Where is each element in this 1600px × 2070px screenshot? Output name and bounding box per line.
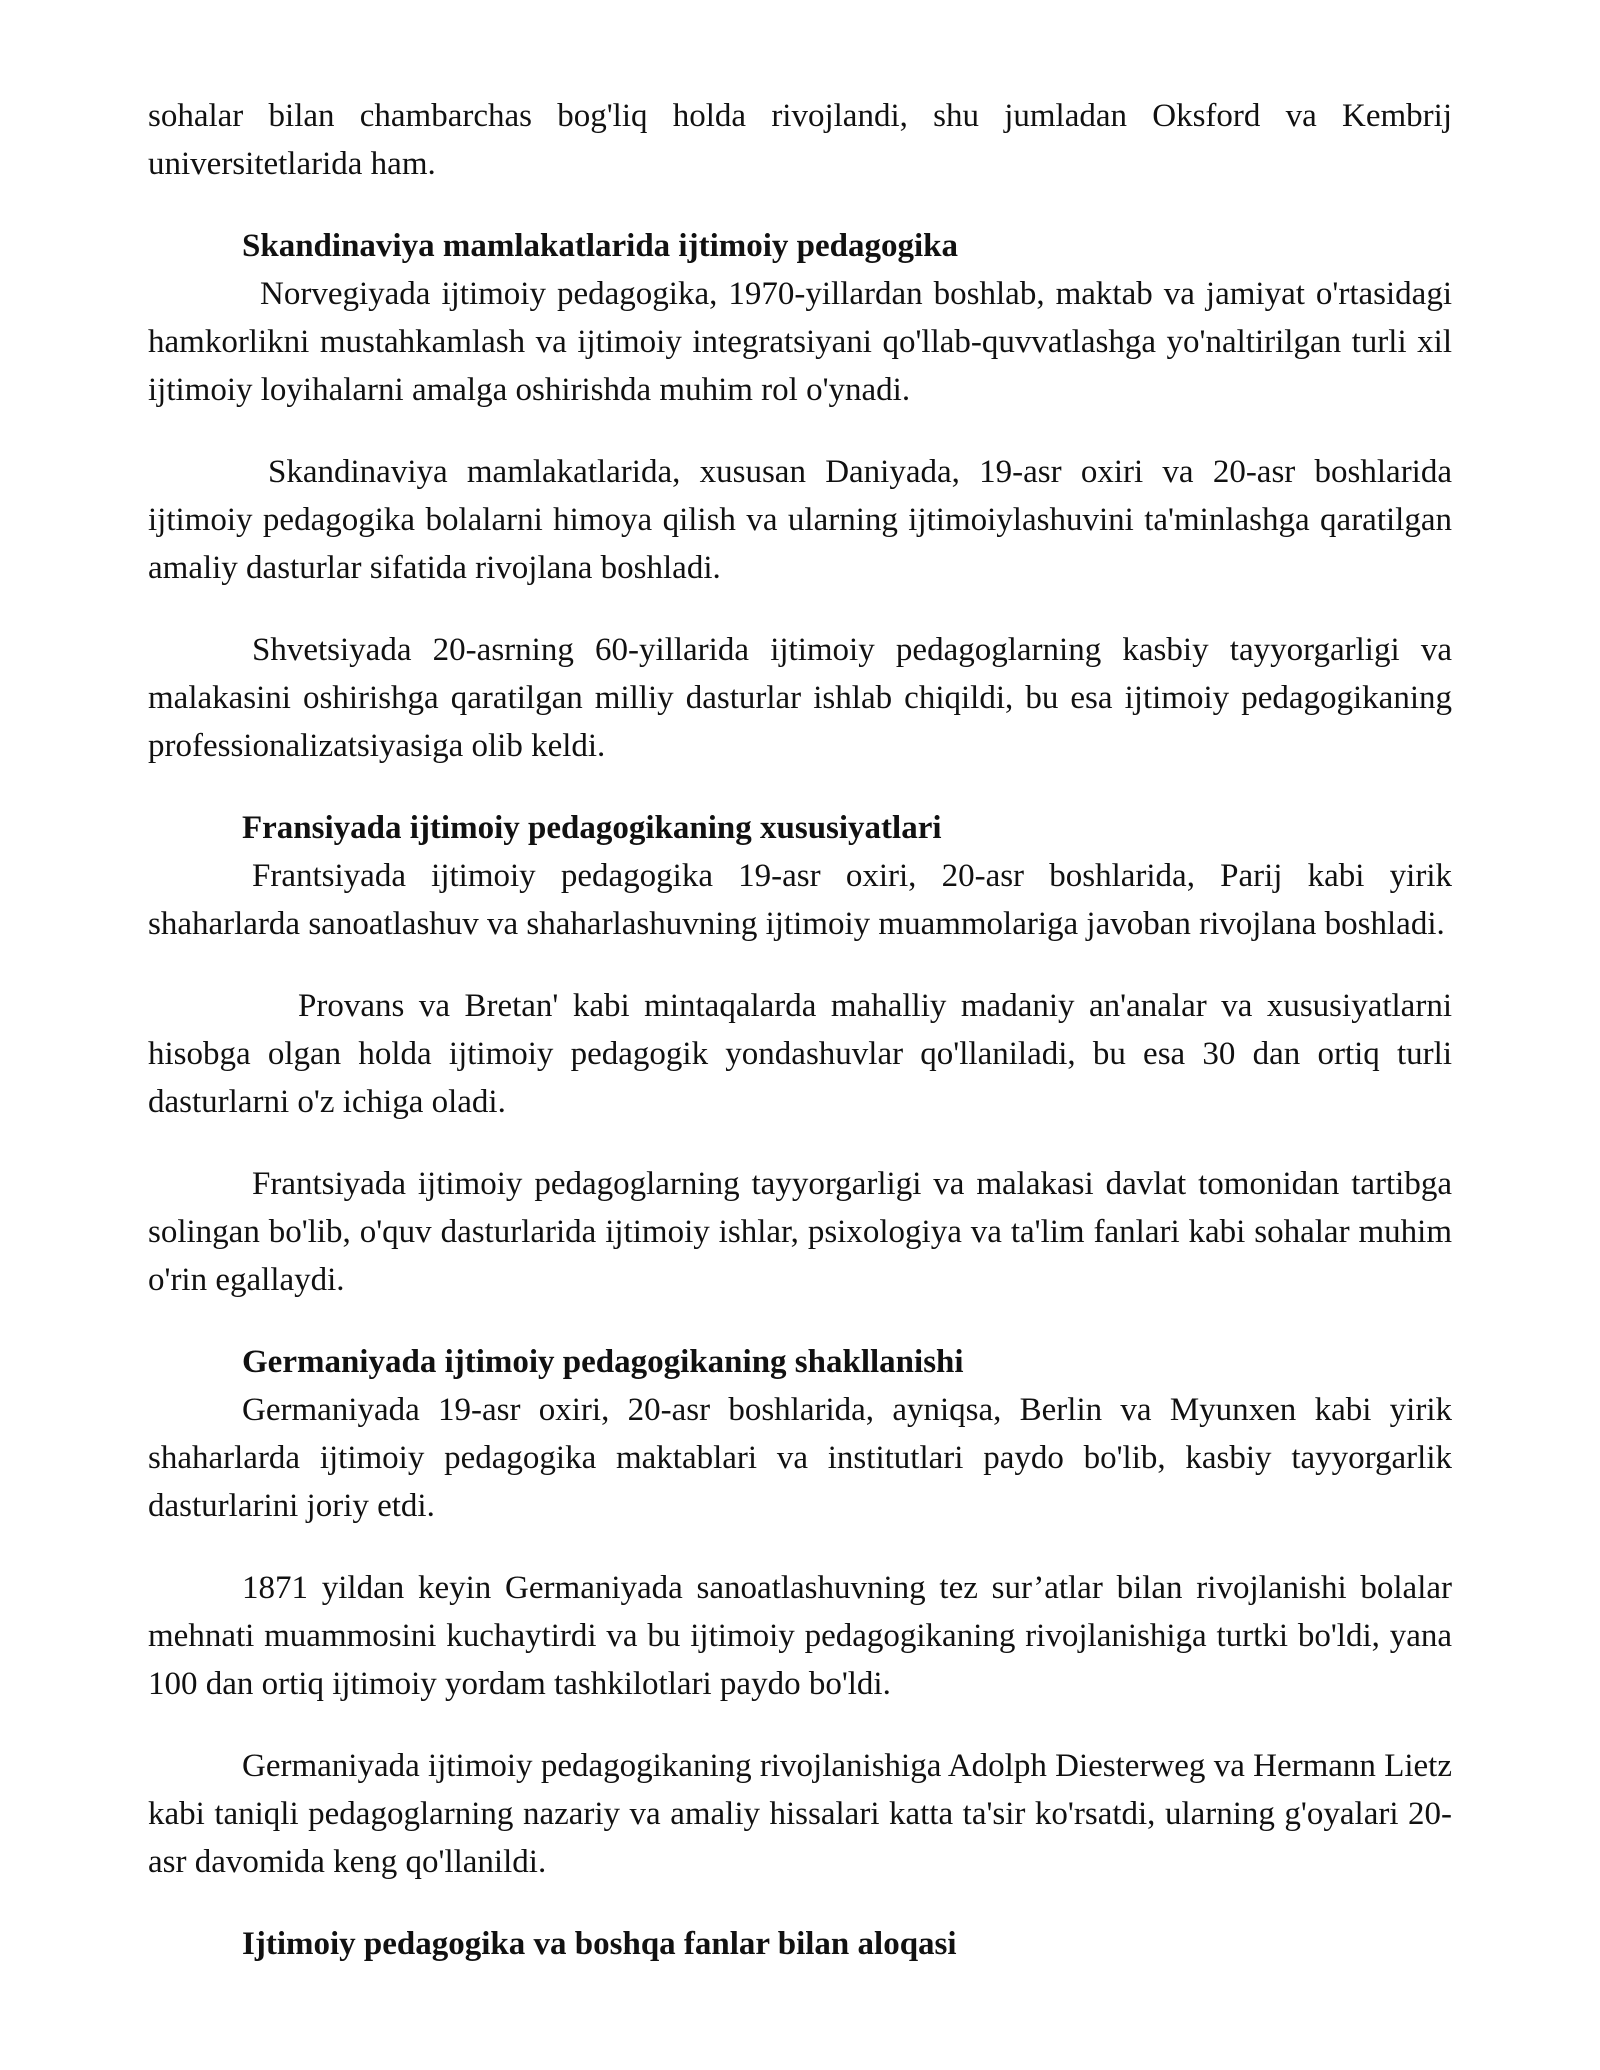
paragraph-france-regions: Provans va Bretan' kabi mintaqalarda mahalliy madaniy an'analar va xususiyatlarni hisobga olgan holda ijtimoiy pedagogik yondashuvlar qo'llaniladi, bu esa 30 dan ortiq turli dasturlarni o'z ichiga oladi. [148,988,1452,1120]
paragraph-intro-continuation: sohalar bilan chambarchas bog'liq holda rivojlandi, shu jumladan Oksford va Kembrij universitetlarida ham. [148,98,1452,182]
paragraph-gap [148,1886,1452,1920]
section-heading-scandinavia: Skandinaviya mamlakatlarida ijtimoiy pedagogika [242,228,959,264]
paragraph-france-training: Frantsiyada ijtimoiy pedagoglarning tayyorgarligi va malakasi davlat tomonidan tartibga solingan bo'lib, o'quv dasturlarida ijtimoiy ishlar, psixologiya va ta'lim fanlari kabi sohalar muhim o'rin egallaydi. [148,1166,1452,1298]
paragraph-germany-industrialization: 1871 yildan keyin Germaniyada sanoatlashuvning tez sur’atlar bilan rivojlanishi bolalar mehnati muammosini kuchaytirdi va bu ijtimoiy pedagogikaning rivojlanishiga turtki bo'ldi, yana 100 dan ortiq ijtimoiy yordam tashkilotlari paydo bo'ldi. [148,1570,1452,1702]
paragraph-france-origins: Frantsiyada ijtimoiy pedagogika 19-asr oxiri, 20-asr boshlarida, Parij kabi yirik shaharlarda sanoatlashuv va shaharlashuvning ijtimoiy muammolariga javoban rivojlana boshladi. [148,858,1452,942]
paragraph-gap [148,592,1452,626]
document-page [148,92,1452,1968]
paragraph-gap [148,770,1452,804]
paragraph-gap [148,1530,1452,1564]
section-heading-france: Fransiyada ijtimoiy pedagogikaning xususiyatlari [242,810,942,846]
section-heading-related-sciences: Ijtimoiy pedagogika va boshqa fanlar bilan aloqasi [242,1926,957,1962]
paragraph-gap [148,414,1452,448]
paragraph-norway: Norvegiyada ijtimoiy pedagogika, 1970-yillardan boshlab, maktab va jamiyat o'rtasidagi hamkorlikni mustahkamlash va ijtimoiy integratsiyani qo'llab-quvvatlashga yo'naltirilgan turli xil ijtimoiy loyihalarni amalga oshirishda muhim rol o'ynadi. [148,276,1452,408]
paragraph-sweden: Shvetsiyada 20-asrning 60-yillarida ijtimoiy pedagoglarning kasbiy tayyorgarligi va malakasini oshirishga qaratilgan milliy dasturlar ishlab chiqildi, bu esa ijtimoiy pedagogikaning professionalizatsiyasiga olib keldi. [148,632,1452,764]
paragraph-germany-pedagogues: Germaniyada ijtimoiy pedagogikaning rivojlanishiga Adolph Diesterweg va Hermann Lietz kabi taniqli pedagoglarning nazariy va amaliy hissalari katta ta'sir ko'rsatdi, ularning g'oyalari 20-asr davomida keng qo'llanildi. [148,1748,1452,1880]
paragraph-denmark: Skandinaviya mamlakatlarida, xususan Daniyada, 19-asr oxiri va 20-asr boshlarida ijtimoiy pedagogika bolalarni himoya qilish va ularning ijtimoiylashuvini ta'minlashga qaratilgan amaliy dasturlar sifatida rivojlana boshladi. [148,454,1452,586]
section-heading-germany: Germaniyada ijtimoiy pedagogikaning shakllanishi [242,1344,964,1380]
paragraph-germany-schools: Germaniyada 19-asr oxiri, 20-asr boshlarida, ayniqsa, Berlin va Myunxen kabi yirik shaharlarda ijtimoiy pedagogika maktablari va institutlari paydo bo'lib, kasbiy tayyorgarlik dasturlarini joriy etdi. [148,1392,1452,1524]
paragraph-gap [148,1126,1452,1160]
paragraph-gap [148,948,1452,982]
paragraph-gap [148,188,1452,222]
paragraph-gap [148,1708,1452,1742]
paragraph-gap [148,1304,1452,1338]
